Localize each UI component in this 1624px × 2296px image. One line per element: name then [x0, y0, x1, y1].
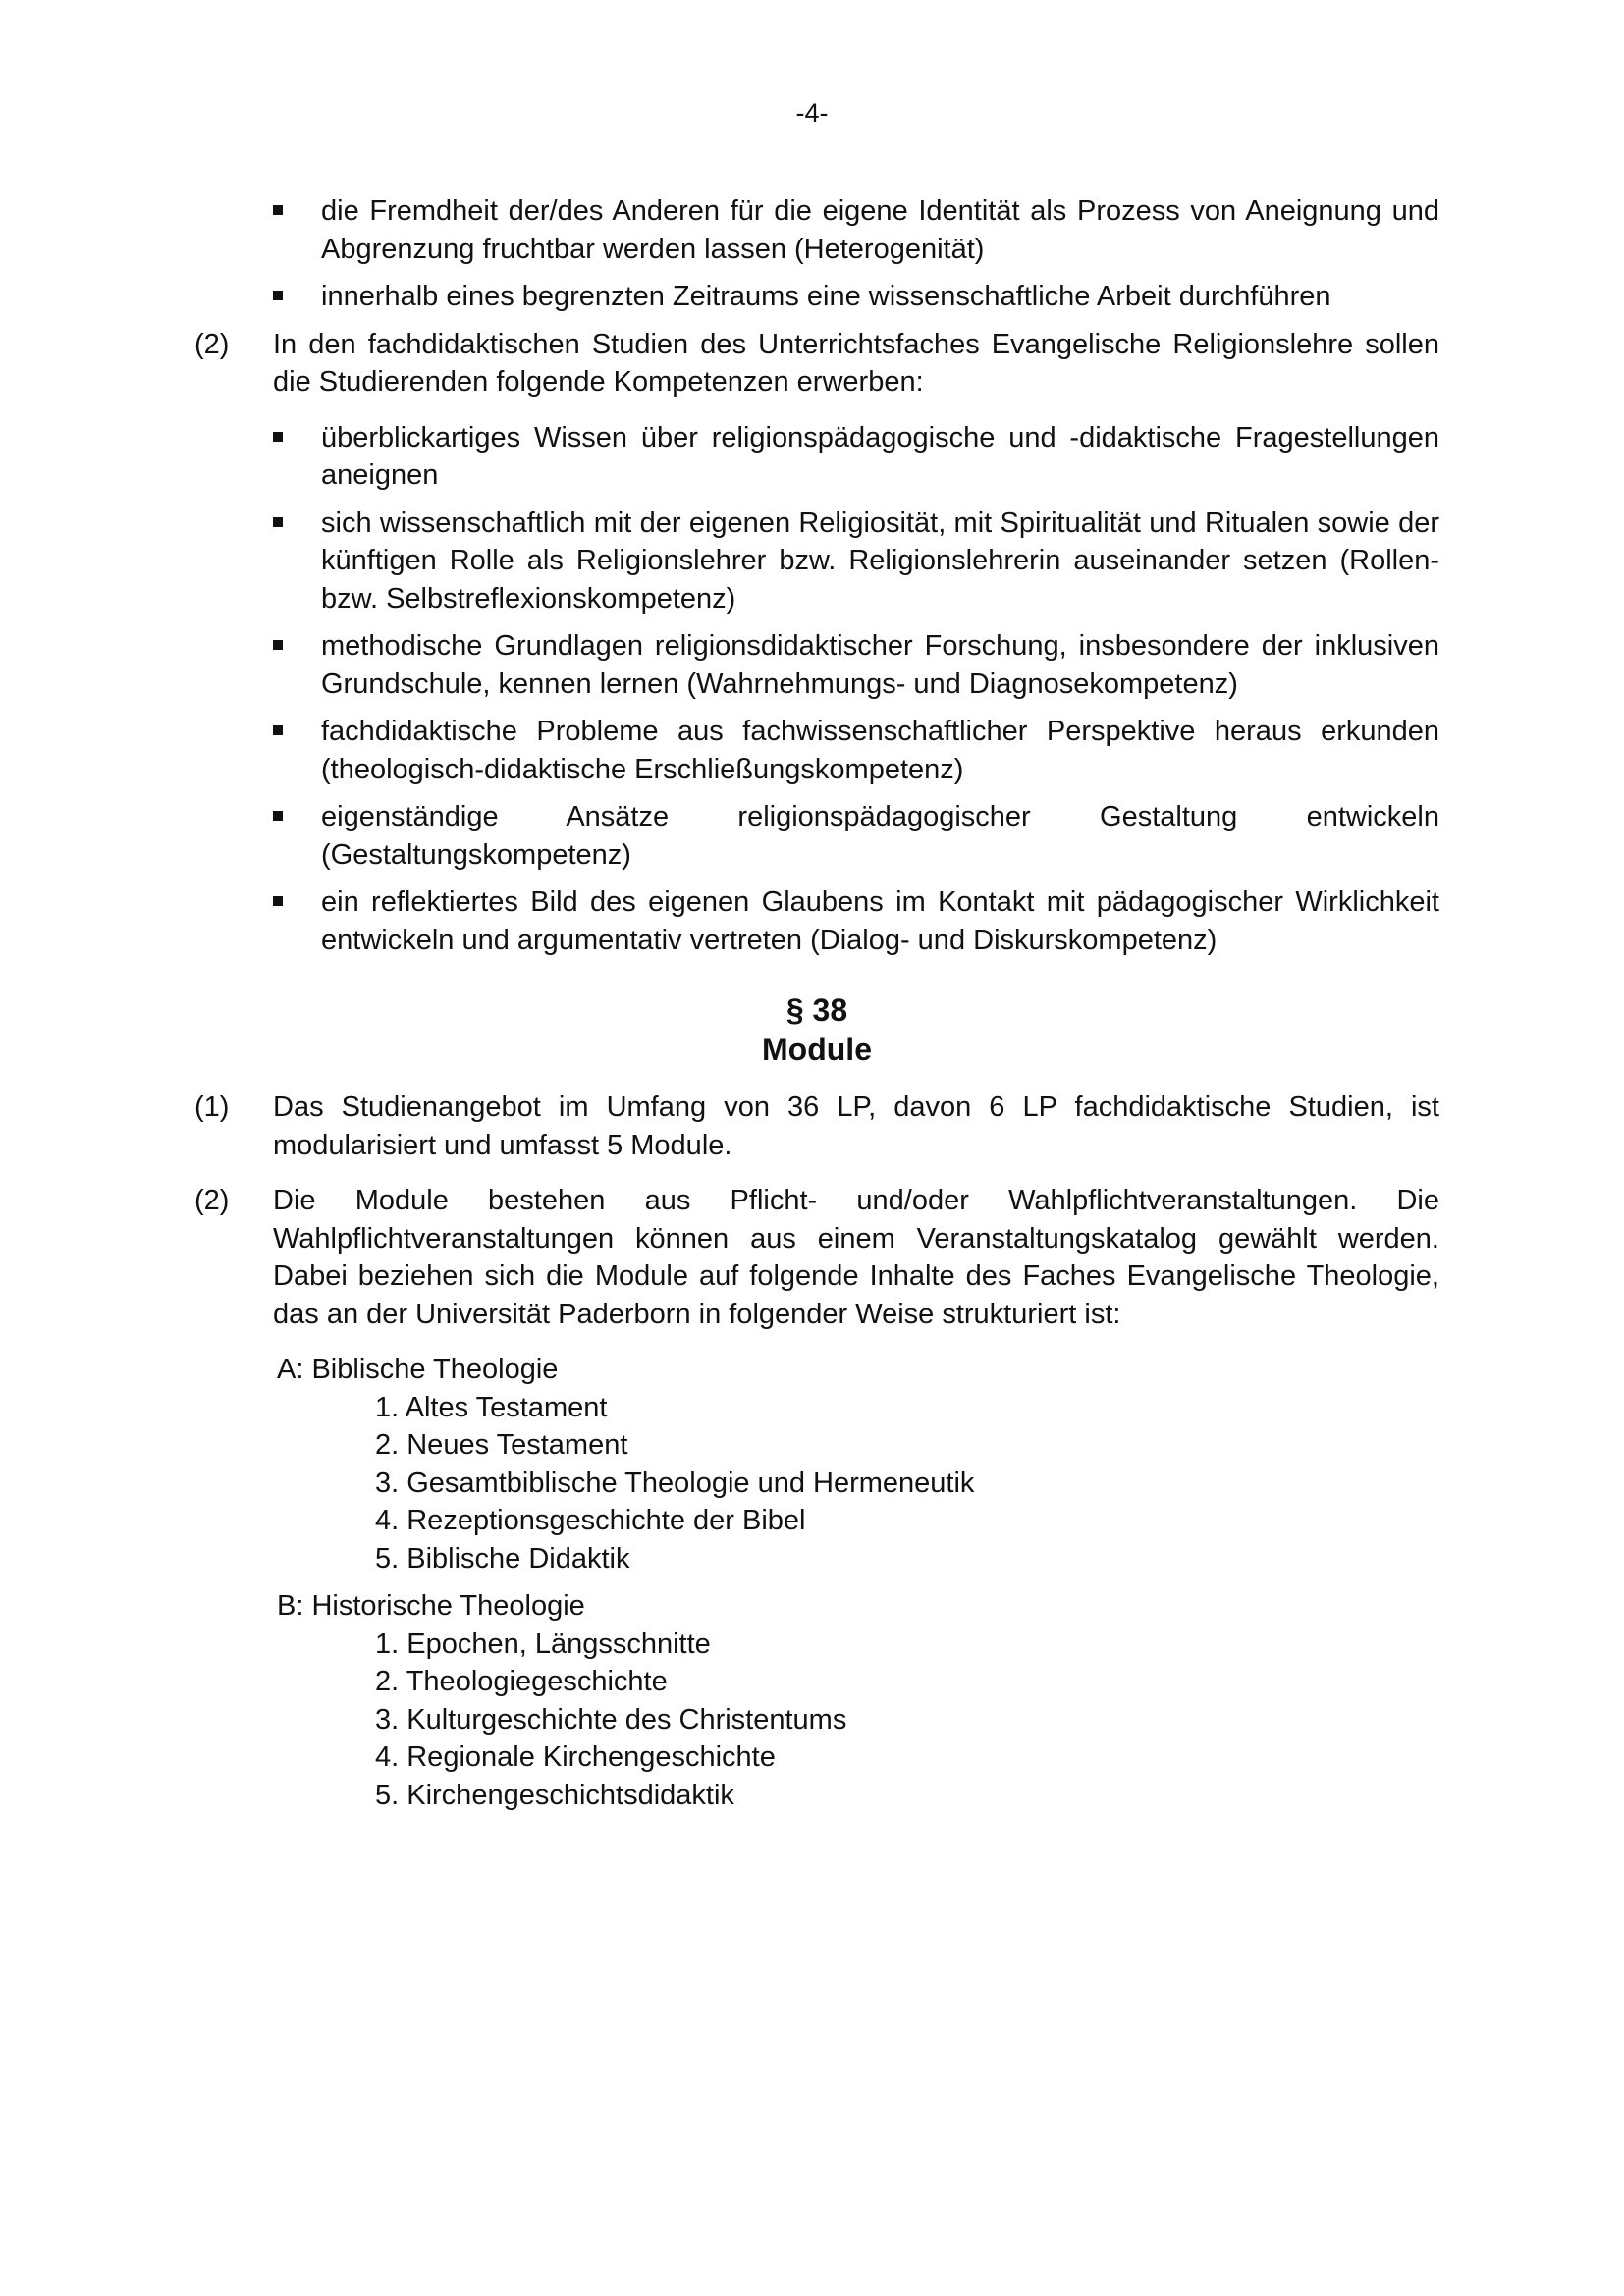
bullet-square-icon — [273, 517, 283, 527]
list-item: fachdidaktische Probleme aus fachwissenschaftlicher Perspektive heraus erkunden (theologisch-didaktische Erschließungskompetenz) — [273, 713, 1439, 788]
paragraph-2 — [194, 326, 1439, 401]
competence-bullet-list — [273, 419, 1439, 960]
list-item: überblickartiges Wissen über religionspädagogische und -didaktische Fragestellungen aneignen — [273, 419, 1439, 495]
list-item: 3. Gesamtbiblische Theologie und Hermeneutik — [375, 1467, 975, 1499]
bullet-square-icon — [273, 725, 283, 735]
list-item: 4. Rezeptionsgeschichte der Bibel — [375, 1505, 806, 1536]
module-paragraph-1 — [194, 1089, 1439, 1164]
section-heading — [194, 990, 1439, 1069]
list-item: 5. Biblische Didaktik — [375, 1542, 630, 1575]
paragraph-text: Die Module bestehen aus Pflicht- und/oder Wahlpflichtveranstaltungen. Die Wahlpflichtveranstaltungen können aus einem Veranstaltungskatalog gewählt werden. Dabei beziehen sich die Module auf folgende Inhalte des Faches Evangelische Theologie, das an der Universität Paderborn in folgender Weise strukturiert ist: — [273, 1185, 1439, 1330]
list-item: 3. Kulturgeschichte des Christentums — [375, 1703, 847, 1735]
bullet-square-icon — [273, 291, 283, 300]
list-item: 4. Regionale Kirchengeschichte — [375, 1741, 776, 1773]
intro-bullet-list — [273, 192, 1439, 316]
list-item: die Fremdheit der/des Anderen für die eigene Identität als Prozess von Aneignung und Abgrenzung fruchtbar werden lassen (Heterogenität) — [273, 192, 1439, 268]
group-title: B: Historische Theologie — [277, 1590, 585, 1622]
bullet-square-icon — [273, 811, 283, 821]
document-body — [194, 192, 1439, 1824]
group-title: A: Biblische Theologie — [277, 1354, 559, 1385]
module-paragraph-2 — [194, 1182, 1439, 1333]
bullet-square-icon — [273, 432, 283, 442]
list-item: 5. Kirchengeschichtsdidaktik — [375, 1779, 734, 1811]
list-item: ein reflektiertes Bild des eigenen Glaubens im Kontakt mit pädagogischer Wirklichkeit entwickeln und argumentativ vertreten (Dialog- und Diskurskompetenz) — [273, 883, 1439, 959]
paragraph-text: Das Studienangebot im Umfang von 36 LP, davon 6 LP fachdidaktische Studien, ist modularisiert und umfasst 5 Module. — [273, 1092, 1439, 1161]
list-item: 2. Theologiegeschichte — [375, 1666, 668, 1697]
paragraph-number: (2) — [194, 1185, 230, 1216]
group-b-list — [375, 1626, 1439, 1815]
paragraph-text: In den fachdidaktischen Studien des Unterrichtsfaches Evangelische Religionslehre sollen die Studierenden folgende Kompetenzen erwerben: — [273, 328, 1439, 398]
bullet-square-icon — [273, 640, 283, 650]
paragraph-number: (2) — [194, 328, 230, 360]
section-title: Module — [762, 1032, 872, 1067]
list-item: sich wissenschaftlich mit der eigenen Religiosität, mit Spiritualität und Ritualen sowie der künftigen Rolle als Religionslehrer bzw. Religionslehrerin auseinander setzen (Rollen- bzw. Selbstreflexionskompetenz) — [273, 505, 1439, 618]
page-number: -4- — [795, 98, 829, 128]
list-item: innerhalb eines begrenzten Zeitraums eine wissenschaftliche Arbeit durchführen — [273, 278, 1439, 316]
group-b — [194, 1587, 1439, 1814]
bullet-square-icon — [273, 896, 283, 906]
list-item: methodische Grundlagen religionsdidaktischer Forschung, insbesondere der inklusiven Grundschule, kennen lernen (Wahrnehmungs- und Diagnosekompetenz) — [273, 627, 1439, 703]
list-item: 1. Altes Testament — [375, 1391, 608, 1423]
list-item: eigenständige Ansätze religionspädagogischer Gestaltung entwickeln (Gestaltungskompetenz) — [273, 798, 1439, 874]
group-a — [194, 1351, 1439, 1577]
section-number: § 38 — [785, 992, 848, 1028]
list-item: 1. Epochen, Längsschnitte — [375, 1628, 711, 1660]
bullet-square-icon — [273, 205, 283, 215]
paragraph-number: (1) — [194, 1092, 230, 1123]
list-item: 2. Neues Testament — [375, 1429, 628, 1461]
group-a-list — [375, 1389, 1439, 1578]
